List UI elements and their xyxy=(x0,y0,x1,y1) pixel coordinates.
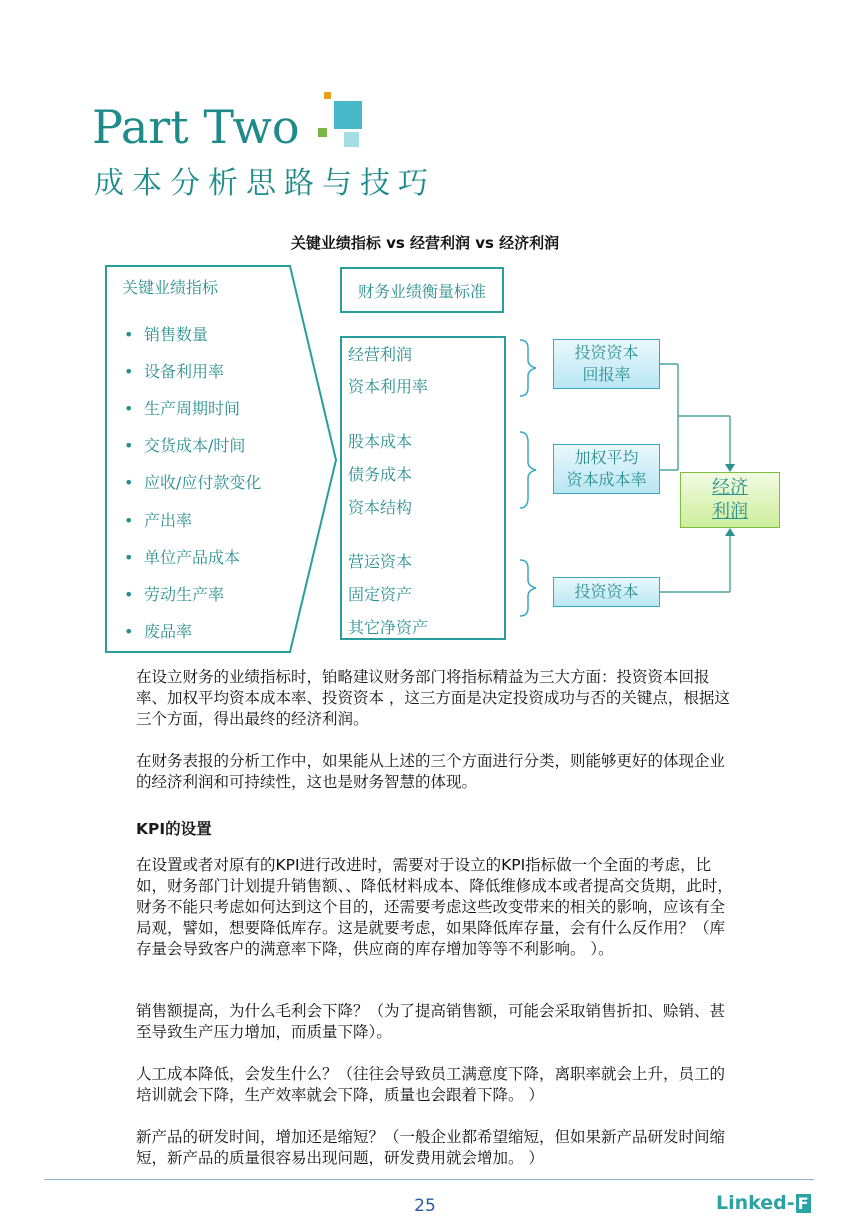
page-number: 25 xyxy=(414,1196,436,1216)
kpi-item: • 单位产品成本 xyxy=(124,548,241,567)
paragraph-6: 新产品的研发时间，增加还是缩短？（一般企业都希望缩短，但如果新产品研发时间缩短，新产品的质量很容易出现问题，研发费用就会增加。 ） xyxy=(136,1128,726,1167)
part-title: Part Two xyxy=(92,100,300,154)
part-subtitle: 成本分析思路与技巧 xyxy=(94,166,436,201)
wacc-box: 加权平均 资本成本率 xyxy=(553,444,660,494)
kpi-item: • 劳动生产率 xyxy=(124,585,225,604)
kpi-item: • 生产周期时间 xyxy=(124,399,241,418)
paragraph-2: 在财务表报的分析工作中，如果能从上述的三个方面进行分类，则能够更好的体现企业的经济利润和可持续性，这也是财务智慧的体现。 xyxy=(136,752,726,791)
brand-logo: Linked- F xyxy=(716,1192,809,1214)
kpi-item: • 销售数量 xyxy=(124,325,209,344)
roi-box: 投资资本 回报率 xyxy=(553,339,660,389)
paragraph-5: 人工成本降低，会发生什么？（往往会导致员工满意度下降，离职率就会上升，员工的培训就会下降，生产效率就会下降，质量也会跟着下降。 ） xyxy=(136,1065,726,1104)
metric-item: 其它净资产 xyxy=(348,618,429,637)
paragraph-4: 销售额提高，为什么毛利会下降？（为了提高销售额，可能会采取销售折扣、赊销、甚至导致生产压力增加，而质量下降）。 xyxy=(136,1002,726,1041)
invested-capital-box: 投资资本 xyxy=(553,577,660,607)
kpi-item: • 设备利用率 xyxy=(124,362,225,381)
economic-profit-box: 经济 利润 xyxy=(680,472,780,528)
metric-item: 固定资产 xyxy=(348,585,413,604)
footer-divider xyxy=(44,1179,814,1180)
metric-item: 资本结构 xyxy=(348,498,413,517)
diagram-title: 关键业绩指标 vs 经营利润 vs 经济利润 xyxy=(290,234,560,252)
kpi-item: • 应收/应付款变化 xyxy=(124,473,262,492)
paragraph-1: 在设立财务的业绩指标时，铂略建议财务部门将指标精益为三大方面：投资资本回报率、加权平均资本成本率、投资资本 ，这三方面是决定投资成功与否的关键点，根据这三个方面，得出最终的经济利润。 xyxy=(136,668,730,728)
kpi-item: • 产出率 xyxy=(124,511,193,530)
kpi-group-label: 关键业绩指标 xyxy=(122,278,219,297)
metric-item: 债务成本 xyxy=(348,465,413,484)
metric-item: 股本成本 xyxy=(348,432,413,451)
kpi-item: • 交货成本/时间 xyxy=(124,436,246,455)
section-heading: KPI的设置 xyxy=(136,820,212,838)
metric-item: 营运资本 xyxy=(348,552,413,571)
metric-item: 资本利用率 xyxy=(348,377,429,396)
kpi-item: • 废品率 xyxy=(124,622,193,641)
financial-standard-box: 财务业绩衡量标准 xyxy=(340,267,504,313)
paragraph-3: 在设置或者对原有的KPI进行改进时，需要对于设立的KPI指标做一个全面的考虑，比如，财务部门计划提升销售额、、降低材料成本、降低维修成本或者提高交货期，此时，财务不能只考虑如何达到这个目的，还需要考虑这些改变带来的相关的影响，应该有全局观，譬如，想要降低库存。这是就要考虑，如果降低库存量，会有什么反作用？（库存量会导致客户的满意率下降，供应商的库存增加等等不利影响。 ）。 xyxy=(136,856,733,958)
metric-item: 经营利润 xyxy=(348,345,413,364)
